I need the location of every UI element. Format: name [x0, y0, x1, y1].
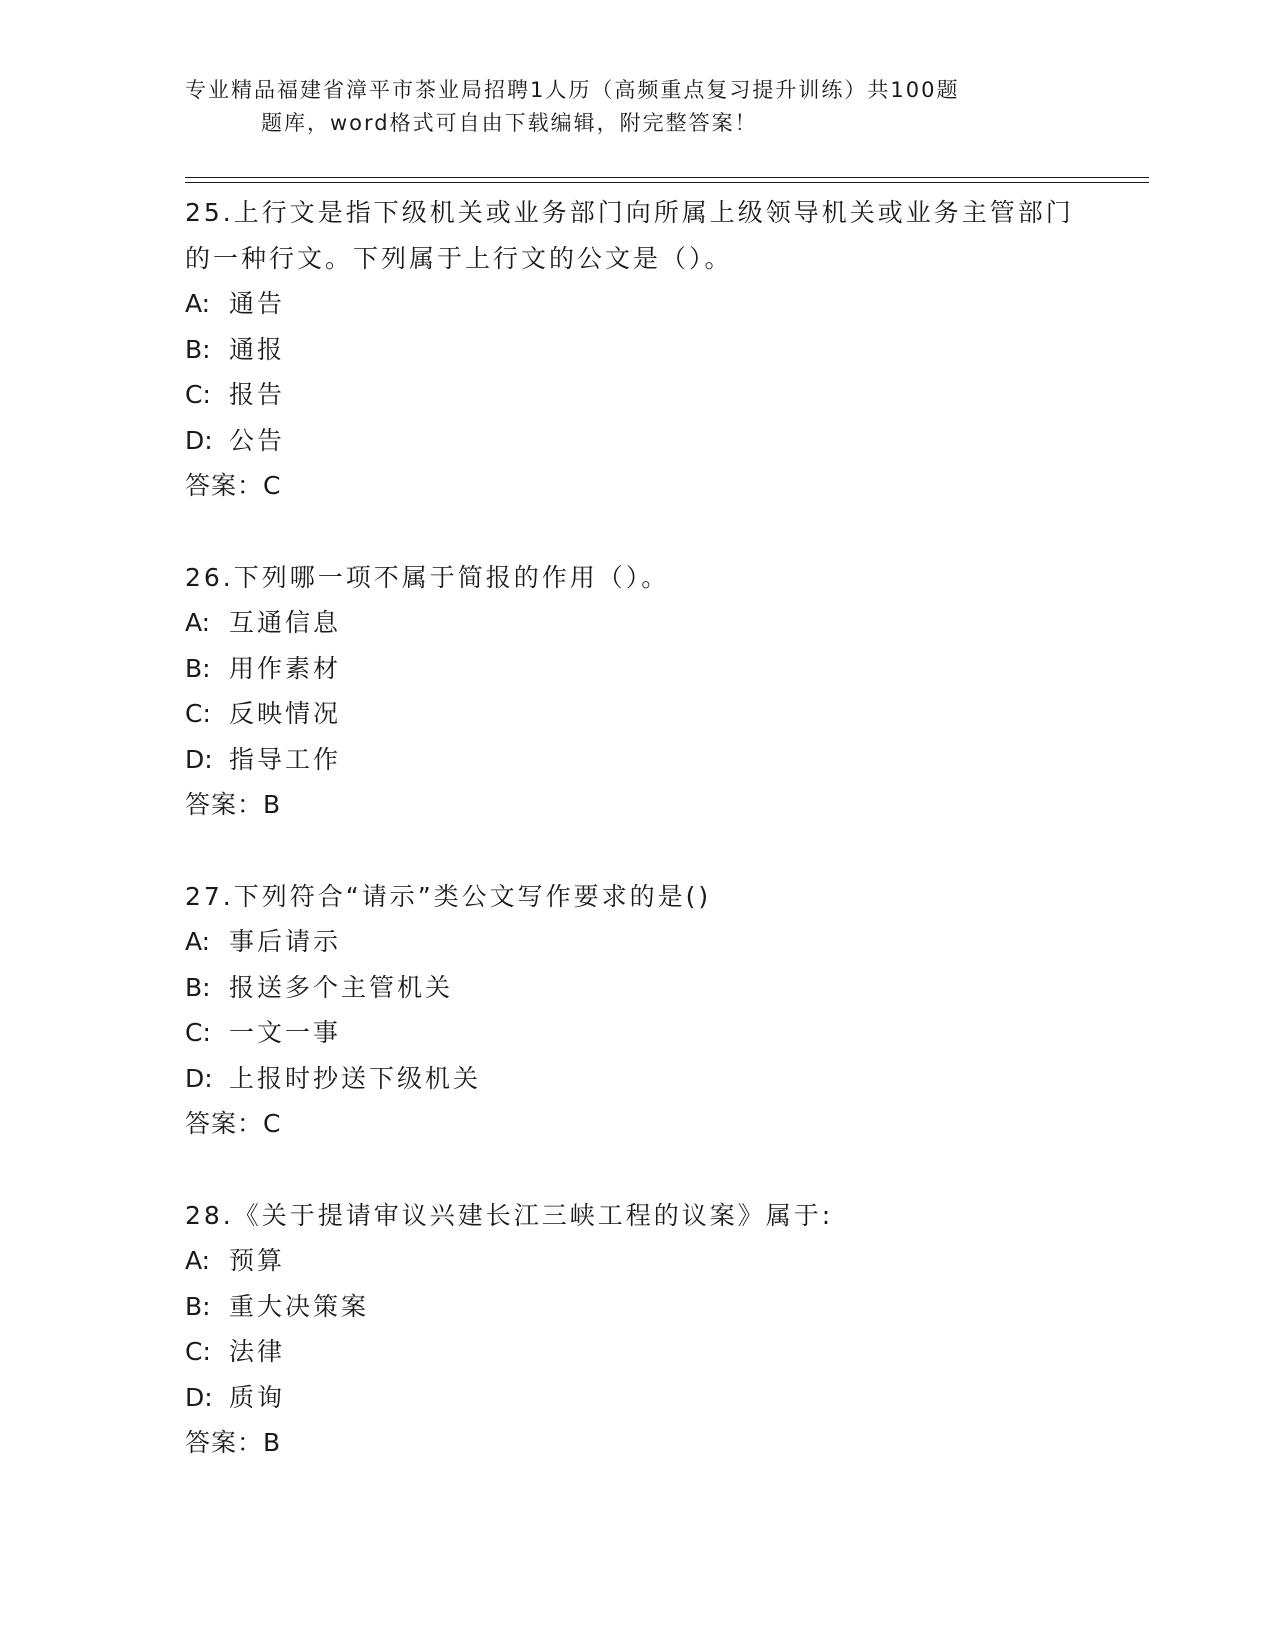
option-c	[185, 1329, 1085, 1375]
option-key: C:	[185, 380, 211, 409]
option-key: A:	[185, 1246, 211, 1275]
option-key: A:	[185, 289, 211, 318]
option-key: C:	[185, 1018, 211, 1047]
option-text: 互通信息	[229, 608, 342, 637]
option-key: D:	[185, 1063, 213, 1093]
question-text: 28.《关于提请审议兴建长江三峡工程的议案》属于:	[185, 1200, 834, 1230]
option-b	[185, 965, 1085, 1011]
option-a	[185, 1238, 1085, 1284]
option-b	[185, 1284, 1085, 1330]
header-divider-top	[185, 177, 1149, 178]
option-a	[185, 919, 1085, 965]
question-list	[185, 190, 1085, 1466]
option-key: B:	[185, 972, 211, 1002]
header-title-line-2: 题库，word格式可自由下载编辑，附完整答案！	[261, 111, 758, 135]
option-text: 反映情况	[229, 699, 342, 728]
option-c	[185, 691, 1085, 737]
option-text: 重大决策案	[229, 1291, 370, 1321]
option-text: 法律	[229, 1337, 286, 1366]
option-b	[185, 646, 1085, 692]
option-key: C:	[185, 699, 211, 728]
option-text: 公告	[229, 425, 286, 455]
option-c	[185, 372, 1085, 418]
option-text: 质询	[229, 1382, 286, 1412]
option-key: A:	[185, 927, 211, 956]
option-c	[185, 1010, 1085, 1056]
option-key: C:	[185, 1337, 211, 1366]
option-text: 通报	[229, 334, 286, 364]
option-d	[185, 1056, 1085, 1102]
question-text: 26.下列哪一项不属于简报的作用（）。	[185, 562, 670, 592]
question-item	[185, 874, 1085, 1147]
option-text: 用作素材	[229, 653, 342, 683]
question-item	[185, 190, 1085, 509]
option-text: 上报时抄送下级机关	[229, 1063, 482, 1093]
header-divider-bottom	[185, 182, 1149, 183]
option-key: B:	[185, 334, 211, 364]
option-b	[185, 327, 1085, 373]
option-text: 报告	[229, 380, 286, 409]
question-spacer	[185, 509, 1085, 555]
question-item	[185, 555, 1085, 828]
answer-line: 答案：B	[185, 790, 282, 819]
option-d	[185, 1375, 1085, 1421]
option-text: 指导工作	[229, 744, 342, 774]
answer-line: 答案：C	[185, 471, 282, 500]
option-key: B:	[185, 1291, 211, 1321]
header-title-line-1: 专业精品福建省漳平市茶业局招聘1人历（高频重点复习提升训练）共100题	[185, 78, 960, 102]
option-key: D:	[185, 1382, 213, 1412]
option-a	[185, 600, 1085, 646]
option-key: A:	[185, 608, 211, 637]
option-text: 一文一事	[229, 1018, 342, 1047]
option-d	[185, 418, 1085, 464]
option-text: 通告	[229, 289, 286, 318]
answer-line: 答案：C	[185, 1109, 282, 1138]
question-spacer	[185, 1147, 1085, 1193]
option-a	[185, 281, 1085, 327]
question-item	[185, 1193, 1085, 1466]
option-text: 报送多个主管机关	[229, 972, 454, 1002]
question-text: 25.上行文是指下级机关或业务部门向所属上级领导机关或业务主管部门的一种行文。下列属于上行文的公文是（）。	[185, 198, 1074, 273]
option-key: D:	[185, 425, 213, 455]
option-text: 预算	[229, 1246, 286, 1275]
question-spacer	[185, 828, 1085, 874]
option-key: D:	[185, 744, 213, 774]
question-text: 27.下列符合“请示”类公文写作要求的是()	[185, 881, 712, 911]
option-d	[185, 737, 1085, 783]
document-header	[185, 74, 1065, 140]
option-text: 事后请示	[229, 927, 342, 956]
option-key: B:	[185, 653, 211, 683]
answer-line: 答案：B	[185, 1428, 282, 1457]
